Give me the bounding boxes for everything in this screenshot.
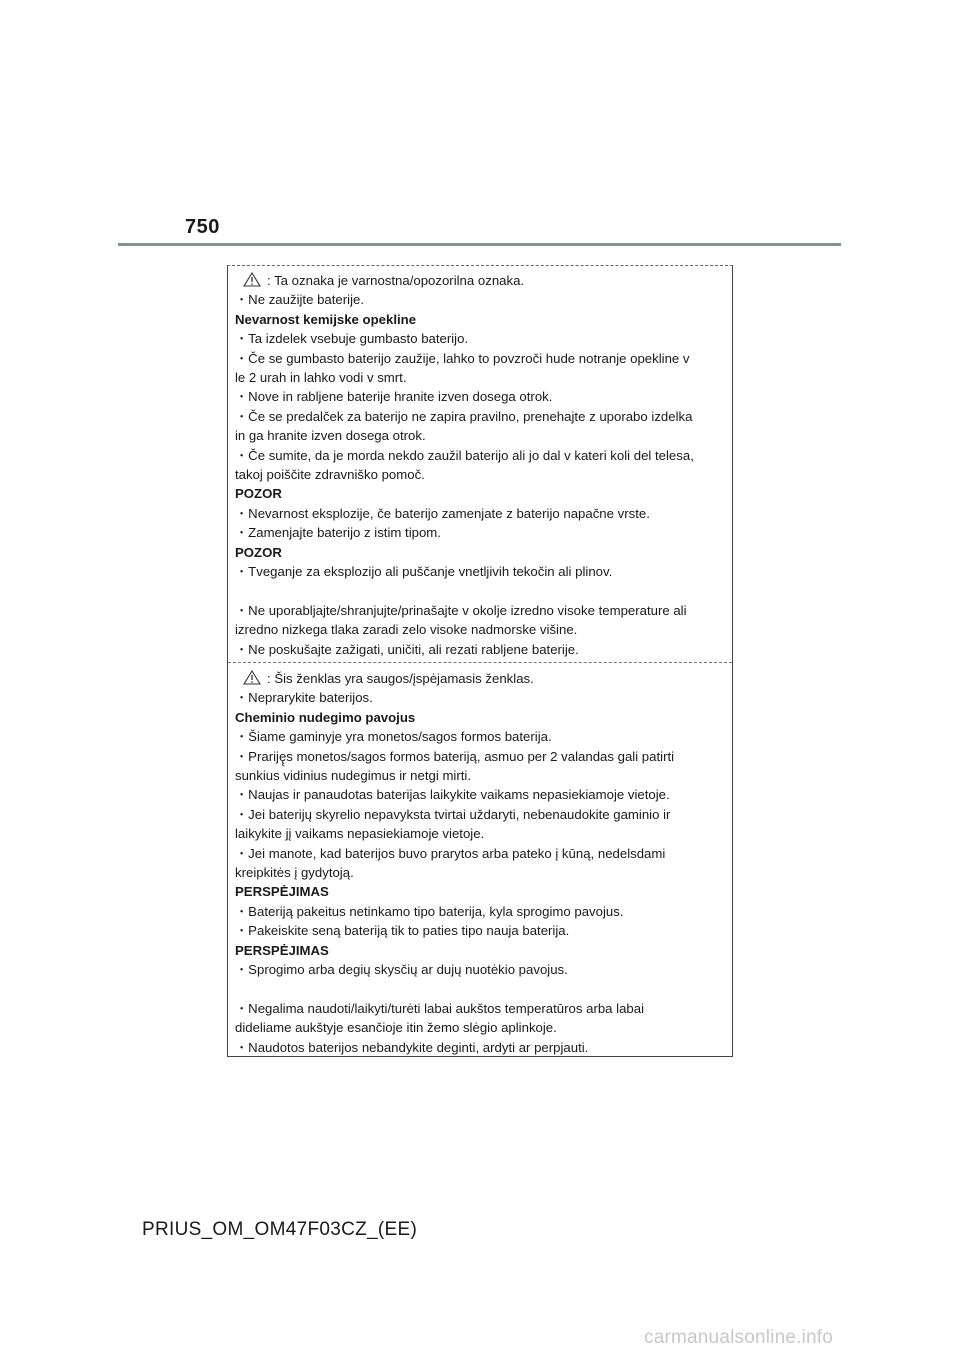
notice-line: ・Sprogimo arba degių skysčių ar dujų nuotėkio pavojus. xyxy=(235,962,568,978)
notice-line: ・Jei manote, kad baterijos buvo prarytos arba pateko į kūną, nedelsdami xyxy=(235,845,666,861)
blank-line xyxy=(235,980,725,999)
notice-line: ・Pakeiskite seną bateriją tik to paties tipo nauja baterija. xyxy=(235,923,570,939)
notice-section-slovenian xyxy=(235,271,725,659)
notice-line: ・Zamenjajte baterijo z istim tipom. xyxy=(235,525,441,541)
notice-line: kreipkitės į gydytoją. xyxy=(235,865,354,881)
warning-label-row xyxy=(235,669,725,688)
warning-label-text: : Ta oznaka je varnostna/opozorilna oznaka. xyxy=(267,273,525,288)
notice-line: ・Nevarnost eksplozije, če baterijo zamenjate z baterijo napačne vrste. xyxy=(235,505,650,521)
notice-section-lithuanian xyxy=(235,669,725,1057)
notice-line: laikykite jį vaikams nepasiekiamoje vietoje. xyxy=(235,826,485,842)
watermark-text: carmanualsonline.info xyxy=(644,1327,834,1348)
notice-line: ・Tveganje za eksplozijo ali puščanje vnetljivih tekočin ali plinov. xyxy=(235,564,613,580)
battery-safety-notice xyxy=(227,265,733,1057)
notice-line: ・Ne poskušajte zažigati, uničiti, ali rezati rabljene baterije. xyxy=(235,641,579,657)
notice-line: ・Ta izdelek vsebuje gumbasto baterijo. xyxy=(235,331,469,347)
notice-line: ・Naujas ir panaudotas baterijas laikykite vaikams nepasiekiamoje vietoje. xyxy=(235,787,670,803)
notice-line: ・Ne zaužijte baterije. xyxy=(235,292,365,308)
header-rule xyxy=(118,243,841,246)
warning-triangle-icon xyxy=(243,272,261,287)
notice-lines xyxy=(235,688,725,1057)
notice-heading: POZOR xyxy=(235,486,282,502)
notice-heading: Nevarnost kemijske opekline xyxy=(235,311,417,327)
notice-line: ・Neprarykite baterijos. xyxy=(235,690,373,706)
notice-lines xyxy=(235,290,725,659)
notice-heading: Cheminio nudegimo pavojus xyxy=(235,709,416,725)
blank-line xyxy=(235,582,725,601)
warning-label-row xyxy=(235,271,725,290)
notice-line: izredno nizkega tlaka zaradi zelo visoke nadmorske višine. xyxy=(235,622,578,638)
notice-line: ・Če se predalček za baterijo ne zapira pravilno, prenehajte z uporabo izdelka xyxy=(235,408,693,424)
page-number: 750 xyxy=(185,216,220,238)
notice-heading: PERSPĖJIMAS xyxy=(235,884,329,900)
language-divider xyxy=(228,662,732,663)
notice-line: ・Negalima naudoti/laikyti/turėti labai aukštos temperatūros arba labai xyxy=(235,1000,645,1016)
notice-line: sunkius vidinius nudegimus ir netgi mirti. xyxy=(235,768,472,784)
notice-heading: POZOR xyxy=(235,544,282,560)
warning-triangle-icon xyxy=(243,670,261,685)
notice-line: takoj poiščite zdravniško pomoč. xyxy=(235,467,425,483)
notice-line: ・Če se gumbasto baterijo zaužije, lahko to povzroči hude notranje opekline v xyxy=(235,350,690,366)
notice-line: ・Če sumite, da je morda nekdo zaužil baterijo ali jo dal v kateri koli del telesa, xyxy=(235,447,694,463)
notice-line: ・Bateriją pakeitus netinkamo tipo baterija, kyla sprogimo pavojus. xyxy=(235,903,624,919)
notice-line: ・Naudotos baterijos nebandykite deginti, ardyti ar perpjauti. xyxy=(235,1039,589,1055)
notice-line: dideliame aukštyje esančioje itin žemo slėgio aplinkoje. xyxy=(235,1020,557,1036)
notice-line: ・Šiame gaminyje yra monetos/sagos formos baterija. xyxy=(235,729,552,745)
notice-line: ・Nove in rabljene baterije hranite izven dosega otrok. xyxy=(235,389,553,405)
warning-label-text: : Šis ženklas yra saugos/įspėjamasis ženklas. xyxy=(267,671,534,686)
notice-heading: PERSPĖJIMAS xyxy=(235,942,329,958)
document-code: PRIUS_OM_OM47F03CZ_(EE) xyxy=(142,1219,418,1240)
notice-line: ・Ne uporabljajte/shranjujte/prinašajte v okolje izredno visoke temperature ali xyxy=(235,602,687,618)
notice-line: ・Jei baterijų skyrelio nepavyksta tvirtai uždaryti, nebenaudokite gaminio ir xyxy=(235,806,671,822)
notice-line: le 2 urah in lahko vodi v smrt. xyxy=(235,370,407,386)
notice-line: ・Prariję̨s monetos/sagos formos bateriją, asmuo per 2 valandas gali patirti xyxy=(235,748,675,764)
notice-line: in ga hranite izven dosega otrok. xyxy=(235,428,426,444)
